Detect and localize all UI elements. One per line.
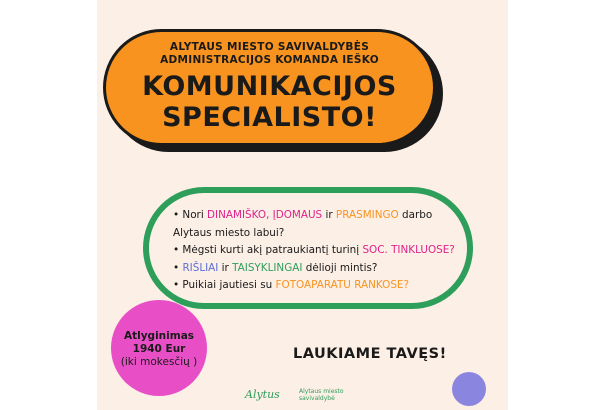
bullet-1-highlight-2: PRASMINGO	[335, 209, 399, 221]
bullet-2-highlight: SOC. TINKLUOSE?	[362, 244, 455, 257]
salary-label: Atlyginimas	[123, 330, 195, 342]
bullet-1-post: darbo	[398, 209, 433, 221]
header-subtitle	[106, 41, 433, 67]
salary-badge	[111, 300, 207, 396]
logo-text-line-1: Alytaus miesto	[299, 388, 344, 395]
bullet-4-text: • Puikiai jautiesi su	[173, 279, 276, 292]
bullet-3-pre: •	[173, 261, 183, 274]
title-line-2: SPECIALISTO!	[162, 102, 377, 133]
bullet-3-post: dėlioji mintis?	[302, 261, 378, 274]
subtitle-line-2: ADMINISTRACIJOS KOMANDA IEŠKO	[160, 54, 379, 66]
bullet-3-highlight-1: RIŠLIAI	[182, 261, 219, 274]
job-poster	[97, 0, 508, 410]
bullet-4	[173, 277, 473, 295]
bullet-2-text: • Mėgsti kurti akį patraukiantį turinį	[173, 244, 363, 257]
requirements-list	[173, 207, 473, 295]
requirements-box	[143, 187, 473, 309]
title-line-1: KOMUNIKACIJOS	[142, 71, 397, 102]
bullet-2	[173, 242, 473, 260]
logo-text	[299, 388, 359, 402]
bullet-4-highlight: FOTOAPARATU RANKOSE?	[275, 279, 409, 292]
bullet-1-highlight-1: DINAMIŠKO, ĮDOMAUS	[207, 209, 323, 221]
salary-note: (iki mokesčių )	[120, 356, 198, 368]
decorative-dot	[452, 372, 486, 406]
logo-text-line-2: savivaldybė	[299, 395, 335, 402]
subtitle-line-1: ALYTAUS MIESTO SAVIVALDYBĖS	[169, 41, 370, 53]
bullet-1-text: • Nori	[173, 209, 208, 221]
bullet-3-highlight-2: TAISYKLINGAI	[232, 261, 303, 274]
call-to-action: LAUKIAME TAVĘS!	[293, 346, 447, 362]
bullet-3	[173, 260, 473, 278]
bullet-1	[173, 207, 473, 225]
salary-amount: 1940 Eur	[132, 343, 186, 355]
bullet-1-mid: ir	[322, 209, 336, 221]
header-banner	[103, 29, 436, 146]
bullet-3-mid: ir	[218, 261, 233, 274]
logo-script: Alytus	[245, 388, 280, 401]
header-title	[106, 71, 433, 133]
bullet-1-line-2: Alytaus miesto labui?	[173, 226, 285, 239]
